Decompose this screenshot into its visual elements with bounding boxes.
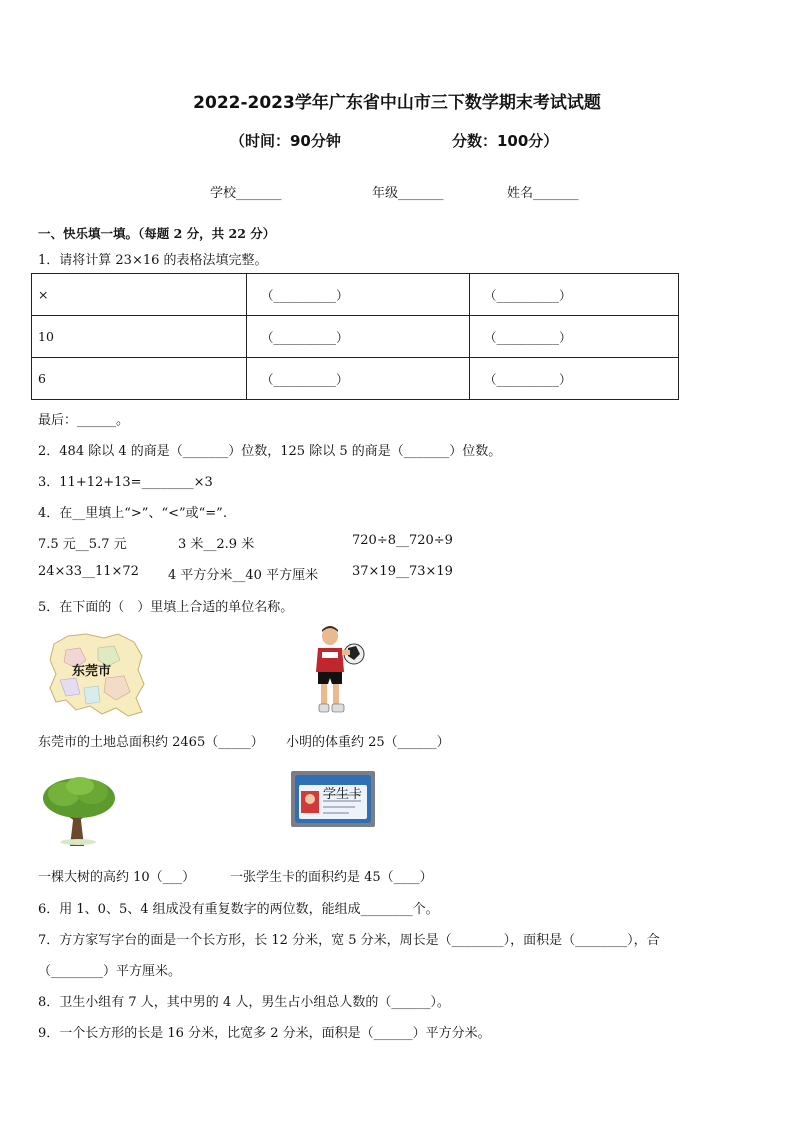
- section-heading: 一、快乐填一填。（每题 2 分，共 22 分）: [38, 226, 276, 241]
- tree-image: [40, 772, 118, 848]
- table-cell: （__________）: [247, 316, 470, 358]
- question-9: 9．一个长方形的长是 16 分米，比宽多 2 分米，面积是（______）平方分米。: [38, 1026, 491, 1041]
- exam-time: （时间：90分钟: [230, 132, 341, 150]
- map-image: [46, 630, 148, 718]
- table-row: [32, 358, 679, 400]
- question-3: 3．11+12+13=________×3: [38, 475, 213, 490]
- question-8: 8．卫生小组有 7 人，其中男的 4 人，男生占小组总人数的（______）。: [38, 995, 450, 1010]
- exam-score: 分数：100分）: [452, 132, 559, 150]
- table-cell: （__________）: [247, 274, 470, 316]
- school-field: 学校_______: [210, 186, 282, 201]
- question-5: 5．在下面的（ ）里填上合适的单位名称。: [38, 600, 294, 615]
- table-cell: 10: [32, 316, 247, 358]
- compare-item: 720÷8__720÷9: [352, 533, 453, 548]
- name-field: 姓名_______: [507, 186, 579, 201]
- question-6: 6．用 1、0、5、4 组成没有重复数字的两位数，能组成________个。: [38, 902, 439, 917]
- table-cell: 6: [32, 358, 247, 400]
- card-label: 学生卡: [323, 787, 363, 802]
- compare-item: 37×19__73×19: [352, 564, 453, 579]
- table-row: [32, 316, 679, 358]
- question-5-line-2-right: 一张学生卡的面积约是 45（____）: [230, 870, 433, 885]
- table-cell: ×: [32, 274, 247, 316]
- question-1-final: 最后：______。: [38, 413, 130, 428]
- table-row: [32, 274, 679, 316]
- question-4: 4．在__里填上“>”、“<”或“=”.: [38, 506, 227, 521]
- question-7-line-1: 7．方方家写字台的面是一个长方形，长 12 分米，宽 5 分米，周长是（________），面积是（________），合: [38, 933, 660, 948]
- table-cell: （__________）: [470, 316, 679, 358]
- compare-item: 7.5 元__5.7 元: [38, 537, 127, 552]
- boy-image: [310, 624, 370, 716]
- page-title: 2022-2023学年广东省中山市三下数学期末考试试题: [193, 93, 601, 113]
- question-5-line-2-left: 一棵大树的高约 10（___）: [38, 870, 196, 885]
- question-1: 1．请将计算 23×16 的表格法填完整。: [38, 253, 268, 268]
- question-2: 2．484 除以 4 的商是（_______）位数，125 除以 5 的商是（_______）位数。: [38, 444, 502, 459]
- table-cell: （__________）: [247, 358, 470, 400]
- question-7-line-2: （________）平方厘米。: [38, 964, 182, 979]
- question-5-line-1-left: 东莞市的土地总面积约 2465（_____）: [38, 735, 264, 750]
- question-5-line-1-right: 小明的体重约 25（______）: [286, 735, 450, 750]
- compare-item: 3 米__2.9 米: [178, 537, 255, 552]
- table-cell: （__________）: [470, 358, 679, 400]
- map-label: 东莞市: [72, 664, 112, 679]
- compare-item: 24×33__11×72: [38, 564, 139, 579]
- student-card-image: [291, 771, 375, 827]
- multiplication-grid: [31, 273, 679, 400]
- grade-field: 年级_______: [372, 186, 444, 201]
- table-cell: （__________）: [470, 274, 679, 316]
- compare-item: 4 平方分米__40 平方厘米: [168, 568, 319, 583]
